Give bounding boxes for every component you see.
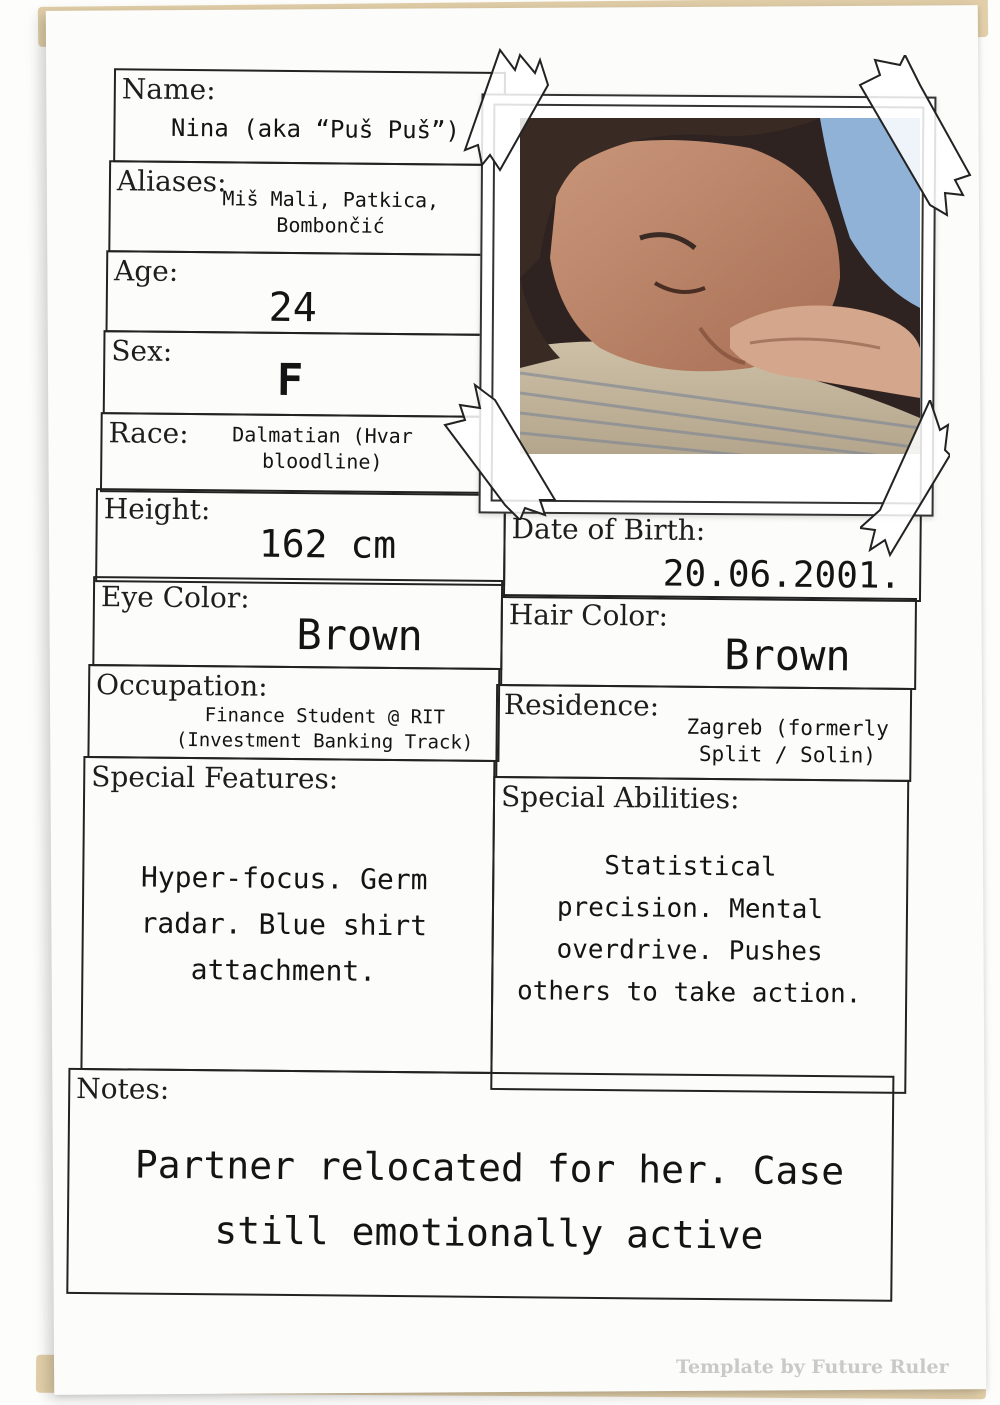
dob-label: Date of Birth:	[511, 512, 706, 547]
special-features-line: radar. Blue shirt	[140, 906, 428, 943]
name-label: Name:	[121, 72, 216, 107]
race-cell	[100, 412, 491, 496]
aliases-value	[190, 185, 470, 240]
tape-top-left	[460, 45, 550, 175]
aliases-cell	[108, 160, 501, 256]
race-value	[212, 421, 432, 475]
special-features-value	[93, 854, 474, 996]
sex-value: F	[276, 354, 304, 407]
tape-bottom-left	[435, 380, 565, 520]
notes-line: still emotionally active	[214, 1207, 764, 1258]
name-value: Nina (aka “Puš Puš”)	[170, 113, 461, 145]
occupation-cell	[87, 664, 500, 762]
height-value: 162 cm	[258, 521, 397, 567]
name-cell	[113, 68, 506, 166]
residence-value-line2: Split / Solin)	[698, 742, 877, 768]
age-label: Age:	[113, 254, 179, 288]
dob-cell	[503, 508, 922, 602]
special-abilities-line: others to take action.	[516, 976, 862, 1010]
occupation-value	[149, 703, 499, 756]
special-features-cell	[80, 756, 495, 1074]
occupation-value-line1: Finance Student @ RIT	[204, 704, 446, 729]
race-value-line2: bloodline)	[261, 448, 383, 474]
special-abilities-label: Special Abilities:	[500, 780, 740, 816]
notes-line: Partner relocated for her. Case	[134, 1142, 845, 1194]
hair-color-cell	[500, 594, 917, 690]
residence-value	[677, 714, 898, 771]
special-abilities-line: Statistical	[604, 851, 777, 883]
residence-cell	[495, 684, 912, 782]
notes-label: Notes:	[76, 1071, 170, 1106]
dob-value: 20.06.2001.	[662, 553, 902, 597]
eye-color-cell	[92, 576, 503, 670]
race-value-line1: Dalmatian (Hvar	[232, 422, 413, 449]
aliases-value-line1: Miš Mali, Patkica,	[222, 186, 440, 213]
tape-top-right	[855, 55, 975, 225]
sex-label: Sex:	[111, 334, 173, 368]
height-label: Height:	[103, 492, 211, 527]
aliases-value-line2: Bombončić	[276, 212, 385, 238]
special-abilities-value	[489, 844, 891, 1016]
special-features-line: Hyper-focus. Germ	[140, 860, 428, 897]
tape-bottom-right	[860, 400, 950, 560]
hair-color-value: Brown	[723, 630, 851, 681]
residence-label: Residence:	[503, 688, 660, 723]
occupation-value-line2: (Investment Banking Track)	[175, 728, 474, 754]
notes-value	[99, 1132, 880, 1269]
special-abilities-line: overdrive. Pushes	[556, 934, 823, 968]
special-abilities-line: precision. Mental	[556, 892, 824, 926]
occupation-label: Occupation:	[95, 668, 268, 703]
notes-cell	[66, 1068, 894, 1302]
hair-color-label: Hair Color:	[508, 598, 669, 633]
special-features-label: Special Features:	[91, 760, 339, 796]
residence-value-line1: Zagreb (formerly	[686, 714, 889, 741]
eye-color-value: Brown	[296, 610, 424, 661]
age-value: 24	[268, 284, 318, 332]
special-features-line: attachment.	[190, 953, 377, 989]
template-credit: Template by Future Ruler	[676, 1356, 949, 1378]
eye-color-label: Eye Color:	[100, 580, 250, 615]
special-abilities-cell	[490, 776, 909, 1094]
aliases-label: Aliases:	[116, 164, 227, 199]
race-label: Race:	[108, 416, 189, 450]
age-cell	[106, 250, 497, 336]
